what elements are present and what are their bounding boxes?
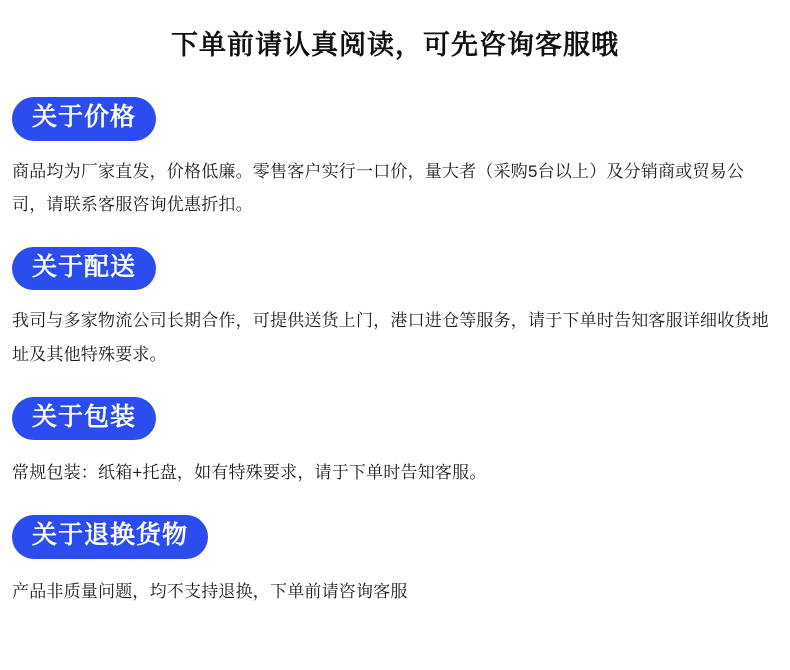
section-badge-packaging: 关于包装: [12, 397, 156, 441]
section-text-price: 商品均为厂家直发，价格低廉。零售客户实行一口价，量大者（采购5台以上）及分销商或贸易公司，请联系客服咨询优惠折扣。: [12, 161, 745, 214]
section-text-returns: 产品非质量问题，均不支持退换，下单前请咨询客服: [12, 581, 408, 601]
section-text-packaging: 常规包装：纸箱+托盘，如有特殊要求，请于下单时告知客服。: [12, 463, 487, 483]
section-badge-returns: 关于退换货物: [12, 515, 208, 559]
section-packaging: [12, 397, 778, 490]
section-delivery: [12, 247, 778, 371]
section-badge-price: 关于价格: [12, 97, 156, 141]
page-title: 下单前请认真阅读，可先咨询客服哦: [171, 30, 619, 60]
section-text-delivery: 我司与多家物流公司长期合作，可提供送货上门，港口进仓等服务，请于下单时告知客服详细收货地址及其他特殊要求。: [12, 311, 769, 364]
section-badge-delivery: 关于配送: [12, 247, 156, 291]
section-returns: [12, 515, 778, 608]
notice-page: [0, 28, 790, 670]
section-price: [12, 97, 778, 221]
